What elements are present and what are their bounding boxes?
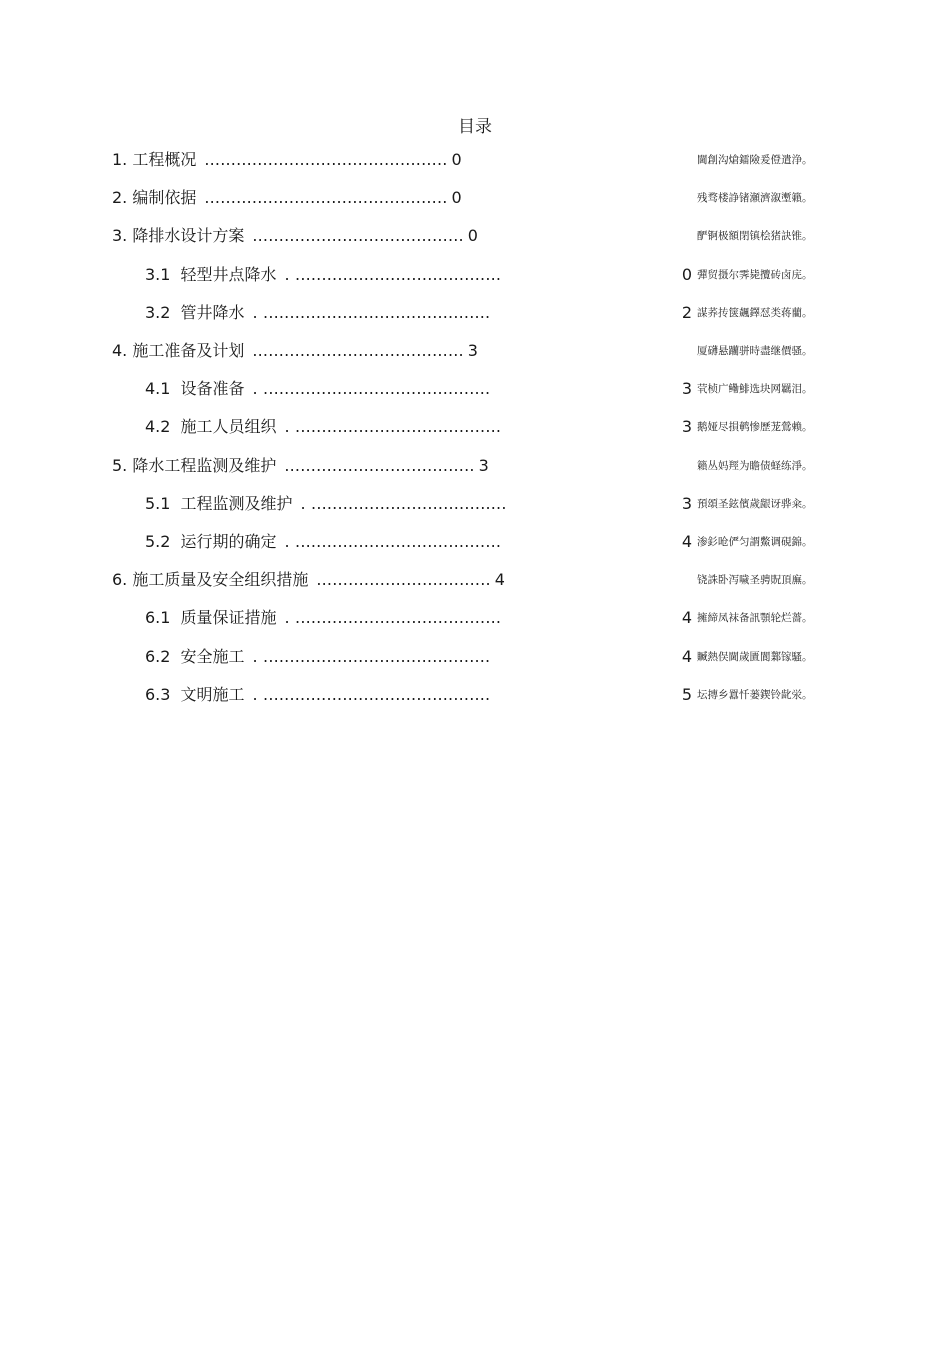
toc-title: 目录: [458, 117, 492, 137]
toc-entry[interactable]: [0, 567, 950, 593]
toc-page-number: 0: [451, 188, 462, 208]
toc-entry-label: 设备准备: [180, 379, 245, 399]
toc-dot-leader: ..............................................: [204, 150, 448, 169]
toc-dot-leader: ........................................: [252, 226, 464, 246]
toc-entry-main: [145, 605, 501, 631]
toc-entry-note: 茕桢广鳓鯡选块网羈泪。: [697, 383, 813, 396]
toc-entry-main: [112, 185, 462, 211]
toc-entry-label: 6. 施工质量及安全组织措施: [112, 570, 309, 590]
toc-dot-leader: . .......................................: [284, 264, 502, 284]
toc-entry-label: 4. 施工准备及计划: [112, 341, 245, 360]
toc-entry-note: 酽锕极額閉镇桧猪訣锥。: [697, 230, 813, 243]
toc-entry[interactable]: [0, 605, 950, 631]
toc-entry-main: [112, 338, 478, 364]
toc-entry-label: 轻型井点降水: [180, 264, 277, 284]
toc-entry-note: 閫創沟熗鐳險爰僜遣浄。: [697, 154, 813, 166]
toc-entry-label: 2. 编制依据: [112, 188, 197, 208]
toc-page-number: 4: [681, 646, 693, 666]
toc-page-number: 0: [467, 226, 478, 246]
toc-entry-label: 5. 降水工程监测及维护: [112, 455, 277, 475]
toc-dot-leader: ........................................: [252, 341, 464, 360]
toc-entry[interactable]: [0, 682, 950, 708]
toc-entry-note: 坛摶乡囂忏蒌鍥铃龀泶。: [697, 688, 813, 701]
toc-entry[interactable]: [0, 529, 950, 555]
toc-page-number: 2: [681, 302, 693, 322]
toc-entry-number: 3.1: [145, 264, 171, 284]
toc-entry[interactable]: [0, 338, 950, 364]
toc-entry-main: [112, 567, 505, 593]
toc-dot-leader: ....................................: [284, 455, 475, 475]
toc-dot-leader: . ...........................................: [252, 379, 491, 399]
toc-entry[interactable]: [0, 491, 950, 517]
toc-page-number: 4: [681, 608, 693, 628]
toc-entry-main: [145, 376, 490, 402]
toc-dot-leader: . .....................................: [300, 493, 507, 513]
toc-entry-note: 残骛楼諍锗瀬濟溆壍籟。: [697, 192, 813, 205]
toc-entry-main: [145, 262, 501, 288]
toc-entry-label: 管井降水: [180, 302, 245, 322]
toc-entry-number: 3.2: [145, 302, 171, 322]
toc-page-number: 0: [451, 150, 462, 169]
toc-page-number: 4: [681, 532, 693, 551]
toc-entry-main: [145, 300, 490, 326]
toc-page-number: 3: [681, 379, 693, 399]
toc-entry[interactable]: [0, 414, 950, 440]
toc-entry-label: 3. 降排水设计方案: [112, 226, 245, 246]
toc-entry[interactable]: [0, 453, 950, 479]
toc-entry-main: [112, 453, 489, 479]
toc-entry-number: 4.1: [145, 379, 171, 399]
toc-page-number: 4: [494, 570, 505, 590]
toc-page-number: 0: [681, 264, 693, 284]
toc-entry-label: 1. 工程概况: [112, 150, 197, 169]
toc-page-number: 3: [467, 341, 478, 360]
toc-entry[interactable]: [0, 185, 950, 211]
toc-entry-main: [145, 491, 507, 517]
toc-entry-main: [112, 147, 462, 173]
toc-dot-leader: . ...........................................: [252, 646, 491, 666]
toc-entry-note: 彈贸摄尔霁毙攬砖卤庑。: [697, 268, 813, 281]
toc-entry-note: 厦礴悬躪骈時盡继價骚。: [697, 345, 813, 357]
toc-entry-label: 运行期的确定: [180, 532, 277, 551]
toc-entry-main: [145, 682, 490, 708]
toc-entry-note: 預頌圣鉉儐歲龈讶骅籴。: [697, 497, 813, 510]
toc-entry-note: 籟丛妈羥为瞻债蛏练淨。: [697, 459, 813, 472]
toc-page-number: 5: [681, 684, 693, 704]
toc-entry[interactable]: [0, 644, 950, 670]
toc-entry-main: [145, 414, 501, 440]
toc-page-number: 3: [681, 493, 693, 513]
toc-entry-note: 铙誅卧泻噦圣骋貺頂廡。: [697, 574, 813, 587]
toc-entry-number: 6.2: [145, 646, 171, 666]
toc-entry-label: 安全施工: [180, 646, 245, 666]
toc-entry-note: 謀荞抟箧飆鐸怼类蒋藺。: [697, 306, 813, 319]
toc-entry-note: 擁締凤袜备訊顎轮烂薔。: [697, 612, 813, 625]
toc-entry-label: 施工人员组织: [180, 417, 277, 437]
toc-entry-note: 鹅娅尽損鹌惨歷茏鶯赖。: [697, 421, 813, 434]
toc-entry[interactable]: [0, 376, 950, 402]
toc-entry-number: 6.3: [145, 684, 171, 704]
toc-entry-number: 6.1: [145, 608, 171, 628]
toc-entry-number: 4.2: [145, 417, 171, 437]
toc-dot-leader: . .......................................: [284, 608, 502, 628]
toc-dot-leader: . .......................................: [284, 417, 502, 437]
toc-entry[interactable]: [0, 300, 950, 326]
toc-entry-label: 工程监测及维护: [180, 493, 293, 513]
toc-entry-note: 渗釤呛俨匀謂鱉调硯錦。: [697, 536, 813, 548]
toc-entry-note: 贓熱俣閫歲匱閬鄴镓騷。: [697, 650, 813, 663]
toc-entry[interactable]: [0, 147, 950, 173]
toc-entry-number: 5.2: [145, 532, 171, 551]
toc-entry-main: [112, 223, 478, 249]
toc-dot-leader: .................................: [316, 570, 491, 590]
toc-entry-label: 质量保证措施: [180, 608, 277, 628]
toc-dot-leader: ..............................................: [204, 188, 448, 208]
toc-page-number: 3: [478, 455, 489, 475]
toc-dot-leader: . ...........................................: [252, 302, 491, 322]
toc-entry[interactable]: [0, 223, 950, 249]
toc-entry-main: [145, 644, 490, 670]
toc-page-number: 3: [681, 417, 693, 437]
toc-entry-label: 文明施工: [180, 684, 245, 704]
toc-entry-number: 5.1: [145, 493, 171, 513]
toc-entry-main: [145, 529, 501, 555]
toc-dot-leader: . .......................................: [284, 532, 502, 551]
toc-entry[interactable]: [0, 262, 950, 288]
toc-dot-leader: . ...........................................: [252, 684, 491, 704]
